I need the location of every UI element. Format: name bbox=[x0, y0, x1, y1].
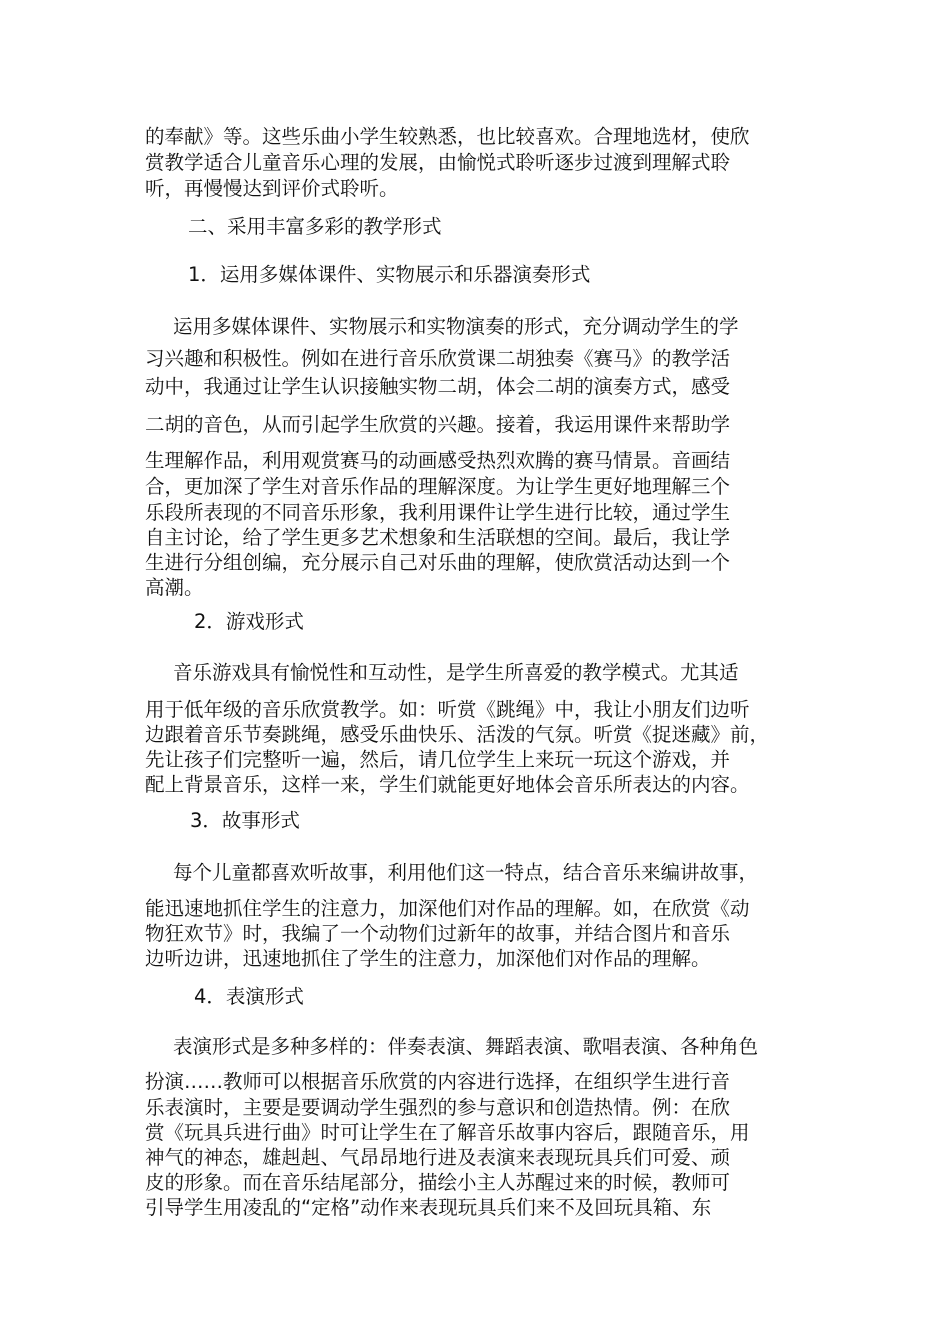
body-text-line: 边跟着音乐节奏跳绳，感受乐曲快乐、活泼的气氛。听赏《捉迷藏》前， bbox=[145, 723, 770, 746]
body-text-line: 的奉献》等。这些乐曲小学生较熟悉，也比较喜欢。合理地选材，使欣 bbox=[145, 125, 750, 148]
body-text-line: 生理解作品，利用观赏赛马的动画感受热烈欢腾的赛马情景。音画结 bbox=[145, 449, 731, 472]
subsection-heading: 1．运用多媒体课件、实物展示和乐器演奏形式 bbox=[188, 263, 591, 286]
body-text-line: 物狂欢节》时，我编了一个动物们过新年的故事，并结合图片和音乐 bbox=[145, 922, 731, 945]
body-text-line: 配上背景音乐，这样一来，学生们就能更好地体会音乐所表达的内容。 bbox=[145, 773, 750, 796]
body-text-line: 扮演……教师可以根据音乐欣赏的内容进行选择，在组织学生进行音 bbox=[145, 1070, 731, 1093]
body-text-line: 音乐游戏具有愉悦性和互动性，是学生所喜爱的教学模式。尤其适 bbox=[173, 661, 739, 684]
body-text-line: 听，再慢慢达到评价式聆听。 bbox=[145, 177, 399, 200]
body-text-line: 生进行分组创编，充分展示自己对乐曲的理解，使欣赏活动达到一个 bbox=[145, 551, 731, 574]
body-text-line: 动中，我通过让学生认识接触实物二胡，体会二胡的演奏方式，感受 bbox=[145, 375, 731, 398]
body-text-line: 能迅速地抓住学生的注意力，加深他们对作品的理解。如，在欣赏《动 bbox=[145, 897, 750, 920]
body-text-line: 二胡的音色，从而引起学生欣赏的兴趣。接着，我运用课件来帮助学 bbox=[145, 413, 731, 436]
body-text-line: 表演形式是多种多样的：伴奏表演、舞蹈表演、歌唱表演、各种角色 bbox=[173, 1035, 759, 1058]
body-text-line: 引导学生用凌乱的“定格”动作来表现玩具兵们来不及回玩具箱、东 bbox=[145, 1196, 712, 1219]
body-text-line: 皮的形象。而在音乐结尾部分，描绘小主人苏醒过来的时候，教师可 bbox=[145, 1171, 731, 1194]
body-text-line: 运用多媒体课件、实物展示和实物演奏的形式，充分调动学生的学 bbox=[173, 315, 739, 338]
subsection-heading: 4．表演形式 bbox=[194, 985, 304, 1008]
body-text-line: 每个儿童都喜欢听故事，利用他们这一特点，结合音乐来编讲故事， bbox=[173, 861, 759, 884]
body-text-line: 合，更加深了学生对音乐作品的理解深度。为让学生更好地理解三个 bbox=[145, 475, 731, 498]
body-text-line: 自主讨论，给了学生更多艺术想象和生活联想的空间。最后，我让学 bbox=[145, 526, 731, 549]
subsection-heading: 3．故事形式 bbox=[190, 809, 300, 832]
section-heading: 二、采用丰富多彩的教学形式 bbox=[188, 215, 442, 238]
subsection-heading: 2．游戏形式 bbox=[194, 610, 304, 633]
body-text-line: 乐段所表现的不同音乐形象，我利用课件让学生进行比较，通过学生 bbox=[145, 501, 731, 524]
body-text-line: 赏教学适合儿童音乐心理的发展，由愉悦式聆听逐步过渡到理解式聆 bbox=[145, 151, 731, 174]
body-text-line: 高潮。 bbox=[145, 576, 204, 599]
body-text-line: 用于低年级的音乐欣赏教学。如：听赏《跳绳》中，我让小朋友们边听 bbox=[145, 698, 750, 721]
body-text-line: 神气的神态，雄赳赳、气昂昂地行进及表演来表现玩具兵们可爱、顽 bbox=[145, 1146, 731, 1169]
body-text-line: 乐表演时，主要是要调动学生强烈的参与意识和创造热情。例：在欣 bbox=[145, 1096, 731, 1119]
body-text-line: 先让孩子们完整听一遍，然后，请几位学生上来玩一玩这个游戏，并 bbox=[145, 748, 731, 771]
body-text-line: 边听边讲，迅速地抓住了学生的注意力，加深他们对作品的理解。 bbox=[145, 947, 711, 970]
body-text-line: 赏《玩具兵进行曲》时可让学生在了解音乐故事内容后，跟随音乐，用 bbox=[145, 1121, 750, 1144]
body-text-line: 习兴趣和积极性。例如在进行音乐欣赏课二胡独奏《赛马》的教学活 bbox=[145, 347, 731, 370]
